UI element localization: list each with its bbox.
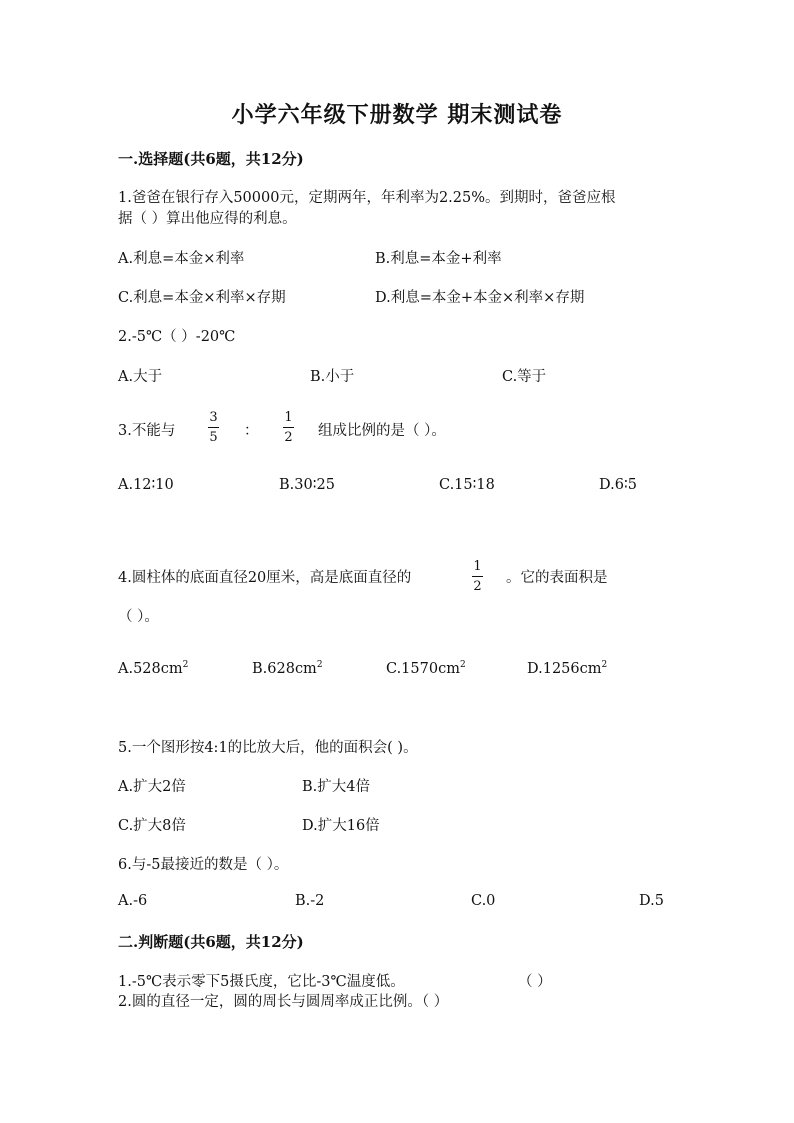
q2-option-c: C.等于 xyxy=(502,369,547,385)
q1-stem-line2: 据（ ）算出他应得的利息。 xyxy=(118,211,297,227)
q4-stem-prefix: 4.圆柱体的底面直径20厘米，高是底面直径的 xyxy=(118,570,412,586)
q2-option-a: A.大于 xyxy=(118,369,163,385)
fraction-bar xyxy=(472,576,483,577)
q3-fraction1-denominator: 5 xyxy=(209,430,218,445)
page-title: 小学六年级下册数学 期末测试卷 xyxy=(231,102,563,128)
fraction-bar xyxy=(208,427,219,428)
q4-fraction-denominator: 2 xyxy=(473,579,482,594)
section-heading-judgement: 二.判断题(共6题，共12分) xyxy=(118,933,304,951)
q6-stem: 6.与-5最接近的数是（ ）。 xyxy=(118,857,289,873)
q3-colon: ： xyxy=(244,423,259,439)
q4-stem-suffix: 。它的表面积是 xyxy=(506,570,608,586)
q1-stem-line1: 1.爸爸在银行存入50000元，定期两年，年利率为2.25%。到期时，爸爸应根 xyxy=(118,190,616,206)
j1-stem: 1.-5℃表示零下5摄氏度，它比-3℃温度低。 xyxy=(118,974,405,990)
j1-answer-blank: （ ） xyxy=(518,974,552,990)
q1-option-a: A.利息=本金×利率 xyxy=(118,251,245,267)
q4-stem-line2: （ ）。 xyxy=(118,609,159,625)
j2-stem: 2.圆的直径一定，圆的周长与圆周率成正比例。（ ） xyxy=(118,994,449,1010)
q5-option-b: B.扩大4倍 xyxy=(302,779,370,795)
q1-option-d: D.利息=本金+本金×利率×存期 xyxy=(375,290,585,306)
q1-option-c: C.利息=本金×利率×存期 xyxy=(118,290,286,306)
q3-fraction-3-5 xyxy=(208,411,219,444)
q5-stem: 5.一个图形按4:1的比放大后，他的面积会( )。 xyxy=(118,740,418,756)
q6-option-c: C.0 xyxy=(471,893,496,909)
q3-stem-suffix: 组成比例的是（ ）。 xyxy=(318,423,446,439)
q2-option-b: B.小于 xyxy=(310,369,355,385)
q6-option-a: A.-6 xyxy=(118,893,148,909)
q1-option-b: B.利息=本金+利率 xyxy=(375,251,502,267)
q4-fraction-numerator: 1 xyxy=(473,559,482,574)
q3-option-a: A.12∶10 xyxy=(118,477,174,493)
q5-option-d: D.扩大16倍 xyxy=(302,818,380,834)
q3-fraction1-numerator: 3 xyxy=(209,410,218,425)
q4-option-b: $B.628cm^2$ xyxy=(252,660,323,677)
q6-option-b: B.-2 xyxy=(295,893,325,909)
q3-fraction-1-2 xyxy=(283,411,294,444)
section-heading-choice: 一.选择题(共6题，共12分) xyxy=(118,150,304,168)
q3-fraction2-denominator: 2 xyxy=(284,430,293,445)
q3-option-c: C.15∶18 xyxy=(439,477,495,493)
q4-option-c: $C.1570cm^2$ xyxy=(386,660,466,677)
q4-fraction-1-2 xyxy=(472,560,483,593)
q3-fraction2-numerator: 1 xyxy=(284,410,293,425)
q6-option-d: D.5 xyxy=(639,893,664,909)
q3-option-d: D.6∶5 xyxy=(599,477,637,493)
q2-stem: 2.-5℃（ ）-20℃ xyxy=(118,329,236,345)
q4-option-a: $A.528cm^2$ xyxy=(118,660,189,677)
q5-option-a: A.扩大2倍 xyxy=(118,779,186,795)
q3-option-b: B.30∶25 xyxy=(279,477,335,493)
q3-stem-prefix: 3.不能与 xyxy=(118,423,176,439)
fraction-bar xyxy=(283,427,294,428)
q4-option-d: $D.1256cm^2$ xyxy=(527,660,608,677)
q5-option-c: C.扩大8倍 xyxy=(118,818,186,834)
